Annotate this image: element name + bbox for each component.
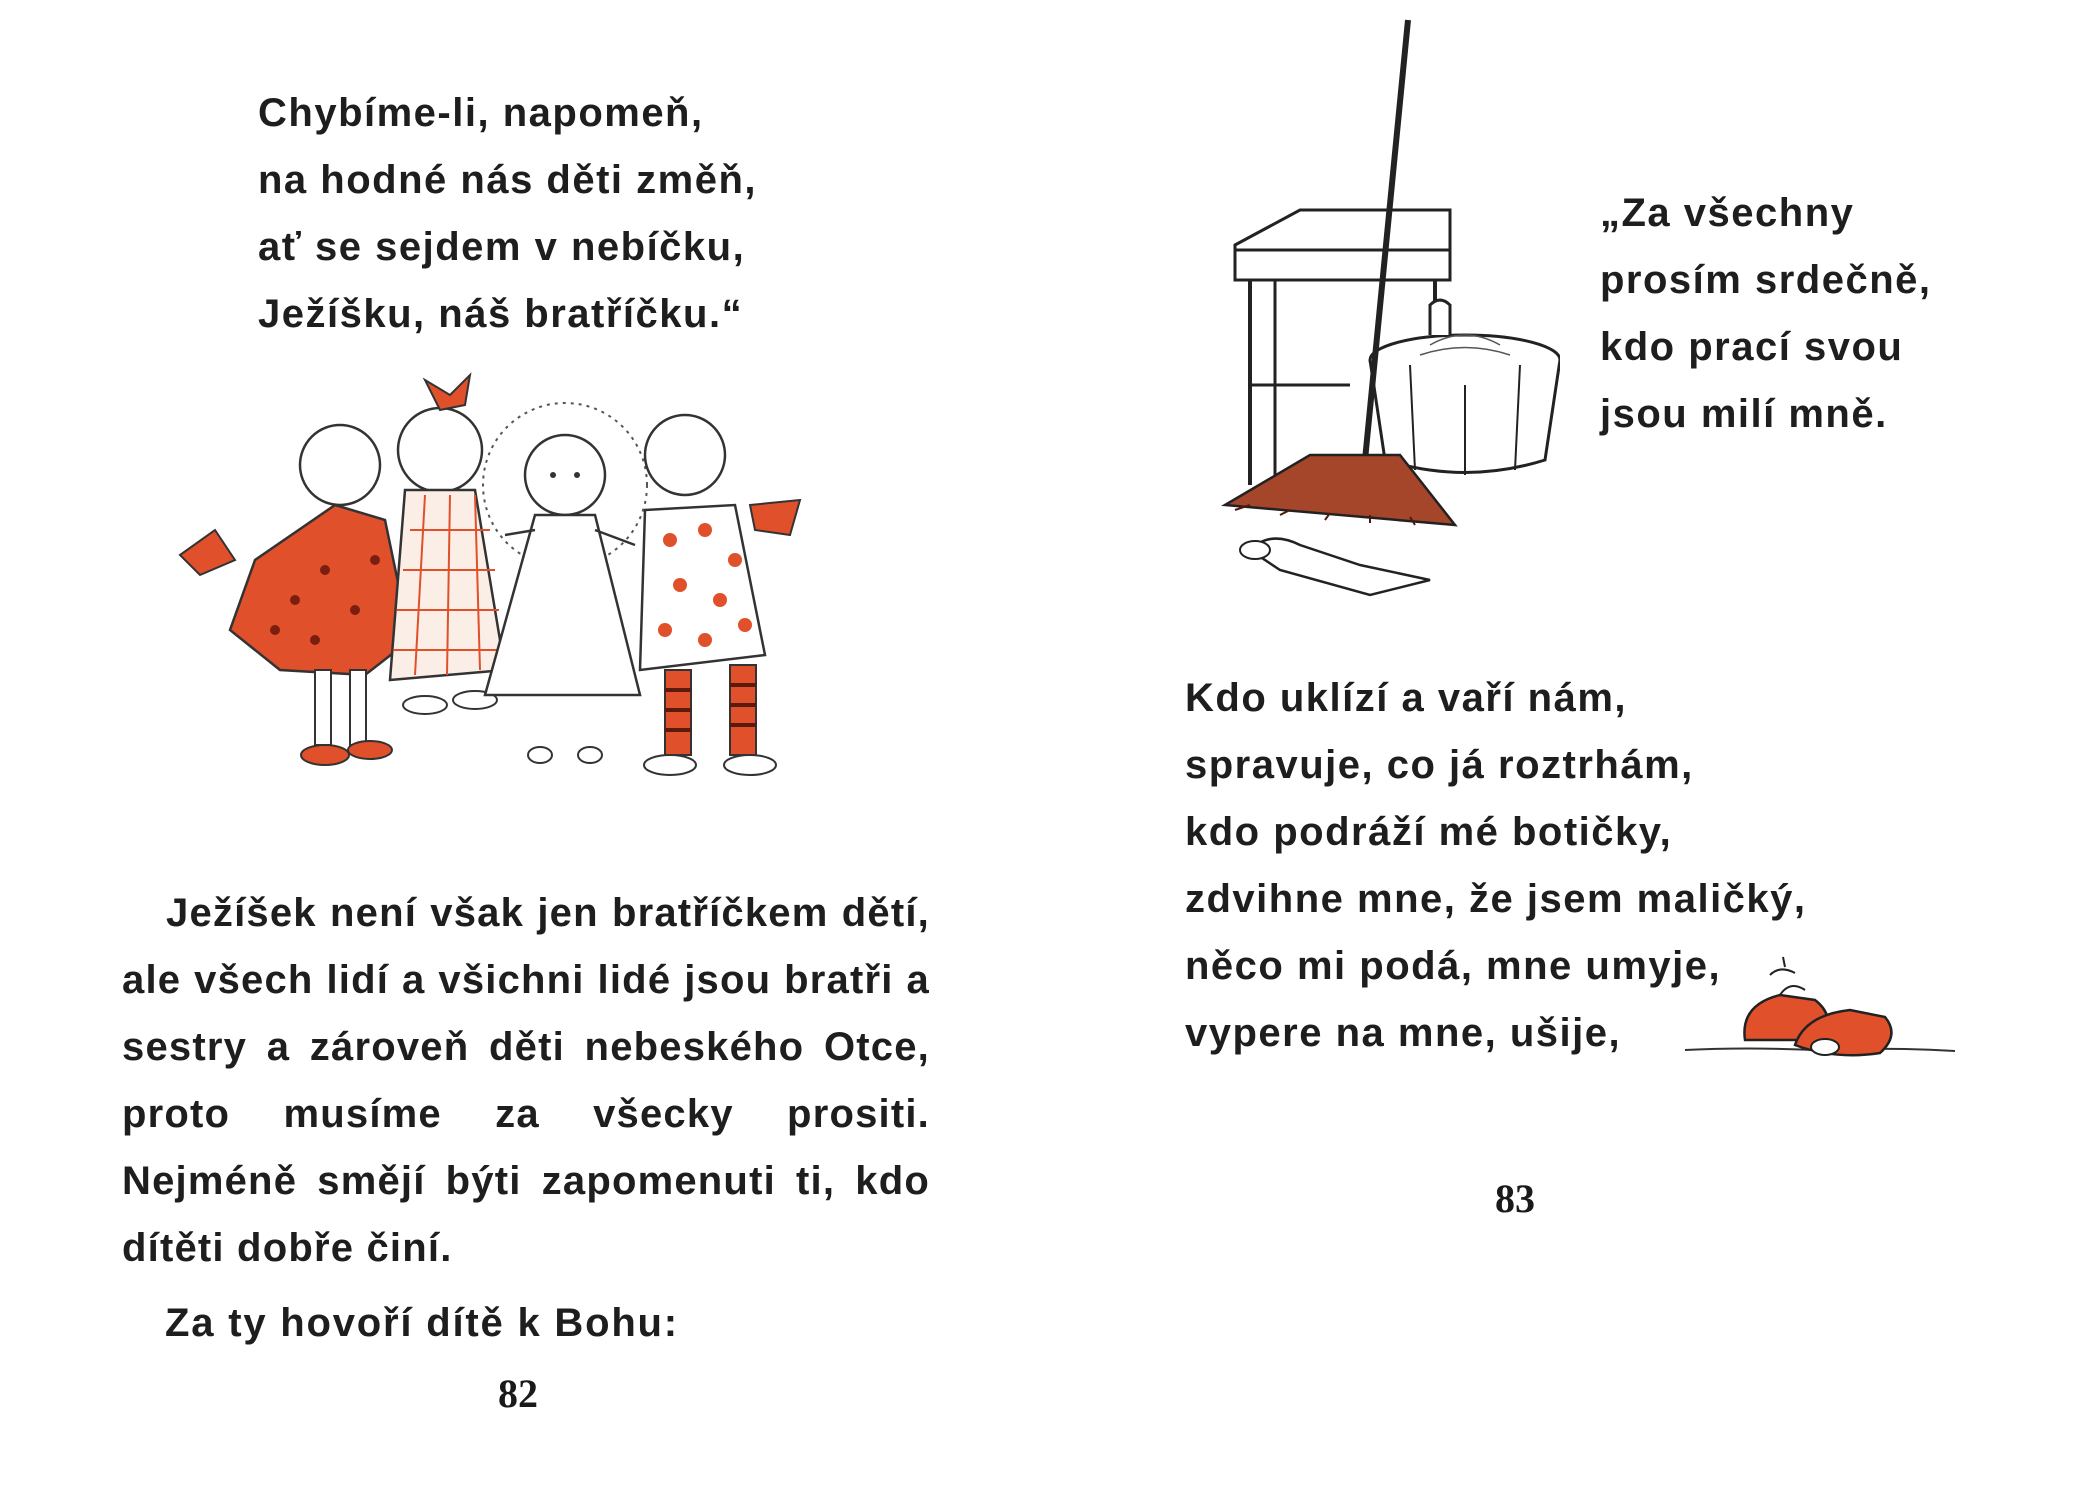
- verse-line: Chybíme-li, napomeň,: [258, 91, 704, 135]
- verse-line: jsou milí mně.: [1600, 392, 1888, 436]
- verse-line: prosím srdečně,: [1600, 258, 1932, 302]
- verse-line: Kdo uklízí a vaří nám,: [1185, 676, 1628, 720]
- verse-line: „Za všechny: [1600, 191, 1855, 235]
- verse-line: Ježíšku, náš bratříčku.“: [258, 292, 744, 336]
- children-circle-dance-illustration: [175, 370, 855, 820]
- verse-line: na hodné nás děti změň,: [258, 158, 758, 202]
- paragraph-text: Ježíšek není však jen bratříčkem dětí, ale všech lidí a všichni lidé jsou bratři a sestry a zároveň děti nebeského Otce, proto musíme za všecky prositi. Nejméně smějí býti zapomenuti ti, kdo dítěti dobře činí.: [122, 891, 930, 1270]
- paragraph-left: [122, 880, 930, 1282]
- verse-left-top: [258, 80, 757, 348]
- page-number-right: 83: [1495, 1176, 1535, 1221]
- verse-line: ať se sejdem v nebíčku,: [258, 225, 746, 269]
- verse-line: kdo podráží mé botičky,: [1185, 810, 1673, 854]
- page-number-left: 82: [498, 1371, 538, 1416]
- verse-right-top: [1600, 180, 1932, 448]
- verse-line: spravuje, co já roztrhám,: [1185, 743, 1694, 787]
- stool-broom-tub-illustration: [1180, 5, 1560, 605]
- verse-line: vypere na mne, ušije,: [1185, 1011, 1622, 1055]
- right-page: [1040, 0, 2079, 1500]
- verse-line: kdo prací svou: [1600, 325, 1904, 369]
- verse-line: něco mi podá, mne umyje,: [1185, 944, 1722, 988]
- verse-line: zdvihne mne, že jsem maličký,: [1185, 877, 1807, 921]
- closing-line: Za ty hovoří dítě k Bohu:: [165, 1301, 679, 1345]
- red-shoes-illustration: [1685, 955, 1955, 1070]
